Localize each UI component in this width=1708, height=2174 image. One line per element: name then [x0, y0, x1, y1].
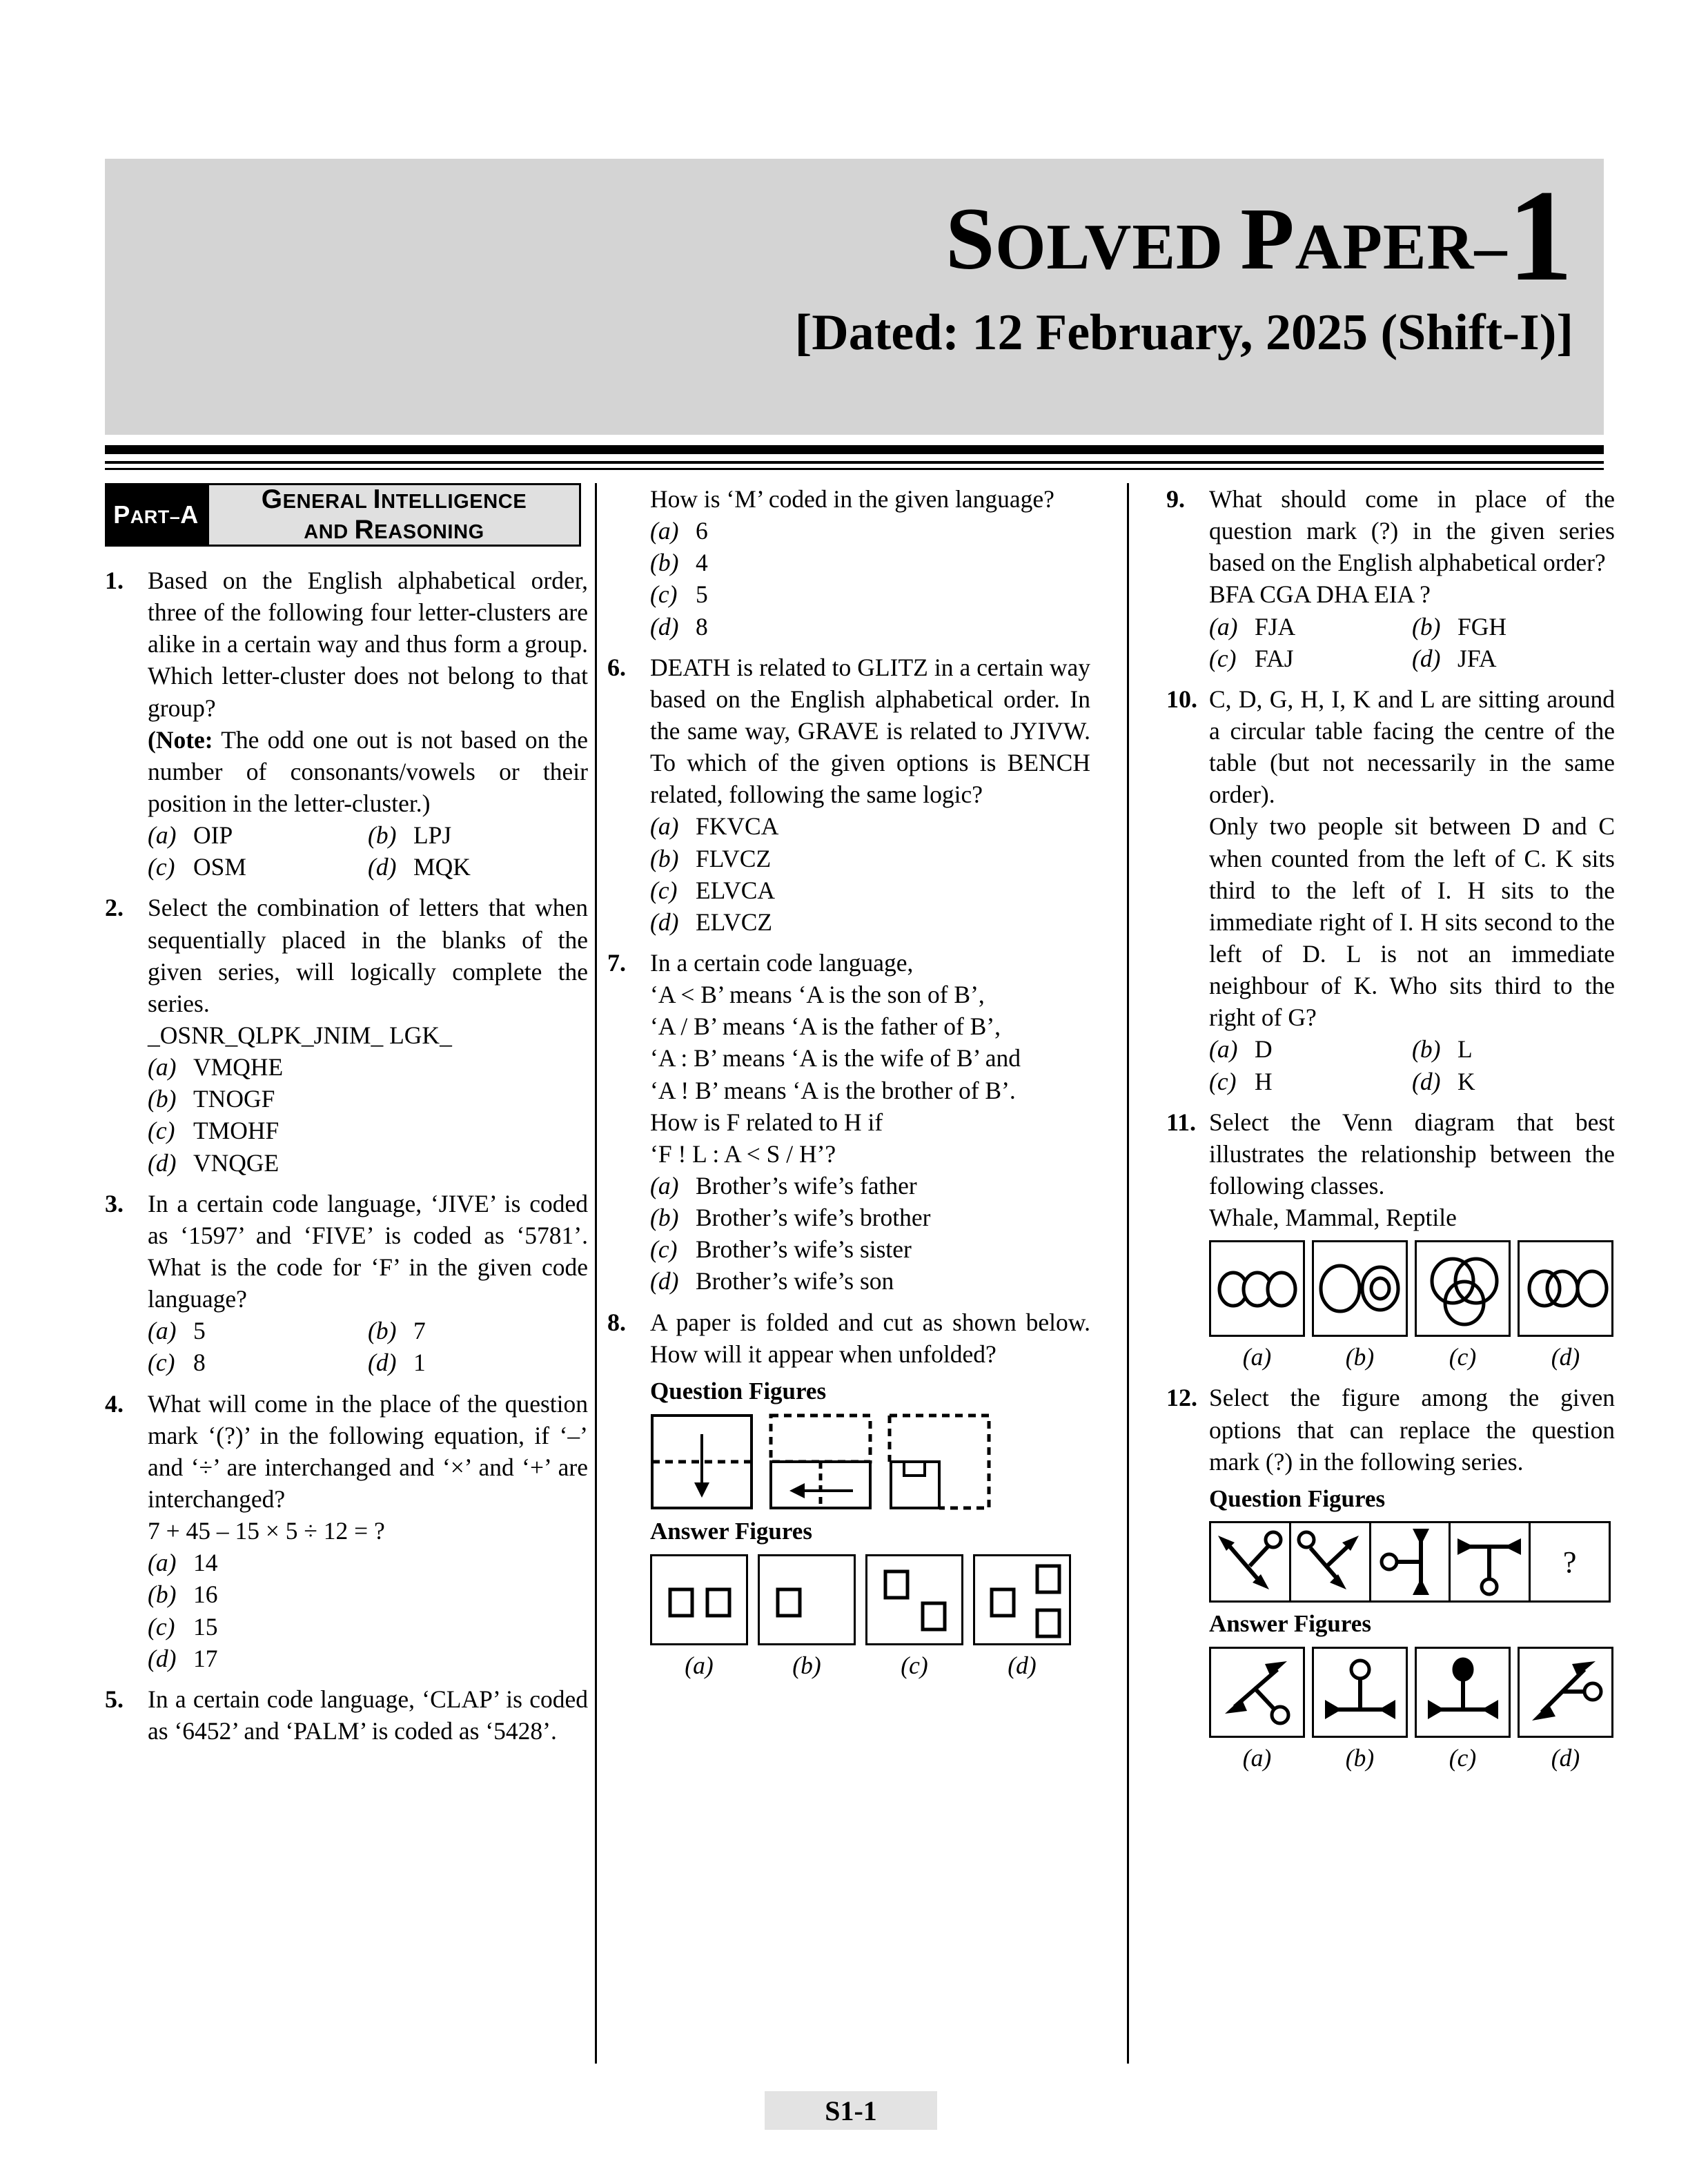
question-text: A paper is folded and cut as shown below. How will it appear when unfolded? — [650, 1308, 1090, 1368]
question-number: 2. — [105, 894, 124, 922]
options — [148, 851, 588, 883]
q8-answer-figures — [650, 1554, 1090, 1645]
question-number: 11. — [1166, 1108, 1197, 1136]
page-subtitle: [Dated: 12 February, 2025 (Shift-I)] — [794, 304, 1573, 361]
option-label-c: (c) — [901, 1651, 928, 1679]
title-solved-rest: OLVED — [995, 211, 1224, 283]
option-d[interactable]: (d) 17 — [148, 1644, 218, 1672]
option-d[interactable]: (d) K — [1412, 1067, 1475, 1095]
code-question-line: How is F related to H if — [650, 1108, 883, 1136]
question-text: Based on the English alphabetical order, three of the following four letter-clusters are alike in a certain way and thus form a group. Which letter-cluster does not belong to that group? — [148, 567, 588, 722]
header-banner — [105, 159, 1604, 435]
code-expression: ‘F ! L : A < S / H’? — [650, 1139, 836, 1168]
question-text: C, D, G, H, I, K and L are sitting around a circular table facing the centre of the table (but not necessarily in the same order). — [1209, 685, 1615, 809]
column-1 — [105, 483, 588, 1756]
question-11 — [1166, 1106, 1615, 1373]
option-b[interactable]: (b) LPJ — [368, 821, 452, 850]
question-text-continued: How is ‘M’ coded in the given language? — [650, 485, 1054, 513]
question-equation: 7 + 45 – 15 × 5 ÷ 12 = ? — [148, 1517, 385, 1545]
page-footer: S1-1 — [765, 2091, 937, 2130]
question-5 — [105, 1683, 588, 1747]
q12-question-figures — [1209, 1521, 1611, 1603]
venn-option-a[interactable] — [1209, 1240, 1305, 1337]
title-paper-first: P — [1240, 190, 1295, 288]
question-number: 7. — [607, 948, 626, 977]
option-c[interactable]: (c) OSM — [148, 853, 246, 881]
question-9 — [1166, 483, 1615, 674]
column-2 — [607, 483, 1090, 1690]
option-a[interactable]: (a) 5 — [148, 1317, 206, 1345]
question-number: 5. — [105, 1685, 124, 1713]
option-label-b: (b) — [1345, 1743, 1375, 1772]
option-c[interactable]: (c) ELVCA — [650, 876, 776, 904]
code-rule-line: ‘A < B’ means ‘A is the son of B’, — [650, 981, 985, 1009]
options — [148, 819, 588, 851]
option-c[interactable]: (c) 5 — [650, 580, 708, 609]
question-1 — [105, 565, 588, 883]
option-a[interactable]: (a) OIP — [148, 821, 233, 850]
option-d[interactable]: (d) 8 — [650, 612, 708, 640]
question-figures-label: Question Figures — [650, 1377, 827, 1404]
question-text: In a certain code language, — [650, 948, 914, 977]
column-divider-2 — [1127, 483, 1129, 2064]
option-a[interactable]: (a) FKVCA — [650, 812, 779, 841]
option-a[interactable]: (a) D — [1209, 1035, 1273, 1064]
option-label-d: (d) — [1551, 1343, 1580, 1371]
venn-option-b[interactable] — [1312, 1240, 1408, 1337]
option-label-b: (b) — [1345, 1343, 1375, 1371]
question-text: Select the combination of letters that when sequentially placed in the blanks of the given series, will logically complete the series. — [148, 894, 588, 1017]
venn-option-d[interactable] — [1518, 1240, 1613, 1337]
header-rule-thin-1 — [105, 461, 1604, 464]
question-number: 4. — [105, 1389, 124, 1418]
column-divider-1 — [595, 483, 597, 2064]
option-label-b: (b) — [792, 1651, 821, 1679]
q12-answer-figures — [1209, 1647, 1615, 1738]
option-label-d: (d) — [1551, 1743, 1580, 1772]
q12-series-question-mark: ? — [1562, 1545, 1577, 1579]
q12-answer-option-b[interactable] — [1312, 1647, 1408, 1738]
fold-step-1 — [650, 1413, 754, 1510]
answer-figures-label: Answer Figures — [650, 1518, 812, 1545]
question-number: 10. — [1166, 685, 1197, 713]
question-note: (Note: The odd one out is not based on the number of consonants/vowels or their position in the letter-cluster.) — [148, 725, 588, 817]
header-rule-thin-2 — [105, 468, 1604, 470]
question-7 — [607, 947, 1090, 1297]
header-rule-thick — [105, 445, 1604, 454]
options — [650, 1170, 1090, 1297]
option-b[interactable]: (b) L — [1412, 1035, 1473, 1064]
option-d[interactable]: (d) ELVCZ — [650, 908, 773, 936]
option-label-d: (d) — [1008, 1651, 1037, 1679]
option-label-a: (a) — [1242, 1343, 1272, 1371]
q8-answer-labels — [650, 1649, 1090, 1681]
question-text-part2: Only two people sit between D and C when counted from the left of C. K sits third to the left of I. H sits to the immediate right of I. H sits second to the left of D. L is not an immediate neighbour of K. Who sits third to the right of G? — [1209, 812, 1615, 1032]
options — [1209, 1066, 1615, 1097]
title-number: 1 — [1507, 164, 1573, 309]
option-c[interactable]: (c) 8 — [148, 1349, 206, 1377]
part-a-header — [105, 483, 581, 547]
question-5-continued — [607, 483, 1090, 643]
options — [148, 1346, 588, 1378]
option-c[interactable]: (c) FAJ — [1209, 644, 1294, 672]
option-label-c: (c) — [1449, 1343, 1477, 1371]
option-d[interactable]: (d) JFA — [1412, 644, 1497, 672]
option-b[interactable]: (b) 4 — [650, 549, 708, 577]
options — [650, 515, 1090, 643]
code-rule-line: ‘A : B’ means ‘A is the wife of B’ and — [650, 1044, 1021, 1073]
options — [1209, 611, 1615, 643]
option-d[interactable]: (d) MQK — [368, 853, 471, 881]
q8-question-figures — [650, 1413, 1090, 1510]
question-number: 1. — [105, 567, 124, 594]
question-series: _OSNR_QLPK_JNIM_ LGK_ — [148, 1021, 452, 1049]
question-number: 8. — [607, 1308, 626, 1336]
option-b[interactable]: (b) FLVCZ — [650, 844, 772, 872]
venn-option-c[interactable] — [1415, 1240, 1511, 1337]
question-6 — [607, 652, 1090, 938]
option-d[interactable]: (d) VNQGE — [148, 1148, 279, 1177]
option-b[interactable]: (b) TNOGF — [148, 1085, 275, 1113]
q12-series-figure-2 — [1291, 1523, 1371, 1600]
q8-answer-option-b[interactable] — [758, 1554, 856, 1645]
question-number: 6. — [607, 653, 626, 681]
option-a[interactable]: (a) 6 — [650, 517, 708, 545]
q12-answer-option-c[interactable] — [1415, 1647, 1511, 1738]
option-c[interactable]: (c) 15 — [148, 1612, 218, 1641]
option-a[interactable]: (a) Brother’s wife’s father — [650, 1171, 917, 1199]
question-text: DEATH is related to GLITZ in a certain way based on the English alphabetical order. In the same way, GRAVE is related to JYIVW. To which of the given options is BENCH related, following the same logic? — [650, 653, 1090, 809]
options — [148, 1315, 588, 1346]
q12-answer-option-d[interactable] — [1518, 1647, 1613, 1738]
question-12 — [1166, 1382, 1615, 1774]
q11-venn-options — [1209, 1240, 1615, 1337]
fold-step-3 — [887, 1413, 991, 1510]
option-a[interactable]: (a) 14 — [148, 1549, 218, 1577]
part-badge: PART–A — [105, 483, 207, 547]
question-2 — [105, 892, 588, 1178]
option-label-a: (a) — [1242, 1743, 1272, 1772]
option-a[interactable]: (a) FJA — [1209, 612, 1296, 640]
option-c[interactable]: (c) TMOHF — [148, 1117, 279, 1145]
code-rule-line: ‘A / B’ means ‘A is the father of B’, — [650, 1012, 1001, 1041]
question-classes: Whale, Mammal, Reptile — [1209, 1204, 1457, 1232]
part-title: GENERAL INTELLIGENCE AND REASONING — [207, 483, 581, 547]
option-d[interactable]: (d) Brother’s wife’s son — [650, 1267, 894, 1295]
column-3 — [1166, 483, 1615, 1783]
options — [1209, 643, 1615, 674]
q8-answer-option-c[interactable] — [865, 1554, 963, 1645]
option-d[interactable]: (d) 1 — [368, 1349, 426, 1377]
fold-step-2 — [769, 1413, 872, 1510]
options — [1209, 1033, 1615, 1065]
options — [148, 1547, 588, 1674]
option-c[interactable]: (c) Brother’s wife’s sister — [650, 1235, 912, 1264]
option-a[interactable]: (a) VMQHE — [148, 1053, 284, 1081]
question-4 — [105, 1388, 588, 1674]
question-text: What will come in the place of the question mark ‘(?)’ in the following equation, if ‘–’ and ‘÷’ are interchanged and ‘×’ and ‘+’ are interchanged? — [148, 1389, 588, 1513]
question-number: 3. — [105, 1189, 124, 1217]
question-number: 9. — [1166, 485, 1185, 513]
question-3 — [105, 1188, 588, 1379]
q12-series-figure-3 — [1371, 1523, 1451, 1600]
page-title — [945, 164, 1573, 309]
q12-series-figure-1 — [1211, 1523, 1291, 1600]
option-c[interactable]: (c) H — [1209, 1067, 1273, 1095]
option-b[interactable]: (b) 7 — [368, 1317, 426, 1345]
options — [148, 1051, 588, 1179]
q8-answer-option-a[interactable] — [650, 1554, 748, 1645]
question-8 — [607, 1306, 1090, 1681]
question-figures-label: Question Figures — [1209, 1485, 1386, 1512]
q12-answer-option-a[interactable] — [1209, 1647, 1305, 1738]
title-solved-first: S — [945, 190, 996, 288]
question-series: BFA CGA DHA EIA ? — [1209, 580, 1431, 609]
question-text: Select the Venn diagram that best illustrates the relationship between the following classes. — [1209, 1108, 1615, 1199]
q12-answer-labels — [1209, 1742, 1615, 1774]
answer-figures-label: Answer Figures — [1209, 1610, 1371, 1638]
code-rule-line: ‘A ! B’ means ‘A is the brother of B’. — [650, 1076, 1016, 1104]
question-number: 12. — [1166, 1384, 1197, 1412]
question-10 — [1166, 683, 1615, 1097]
q8-answer-option-d[interactable] — [973, 1554, 1071, 1645]
option-label-c: (c) — [1449, 1743, 1477, 1772]
question-text: In a certain code language, ‘JIVE’ is coded as ‘1597’ and ‘FIVE’ is coded as ‘5781’. What is the code for ‘F’ in the given code language? — [148, 1189, 588, 1313]
options — [650, 810, 1090, 938]
title-dash: – — [1474, 211, 1508, 283]
question-text: What should come in place of the question mark (?) in the given series based on the English alphabetical order? — [1209, 485, 1615, 577]
option-label-a: (a) — [685, 1651, 714, 1679]
option-b[interactable]: (b) Brother’s wife’s brother — [650, 1204, 931, 1232]
option-b[interactable]: (b) 16 — [148, 1580, 218, 1609]
q11-option-labels — [1209, 1341, 1615, 1373]
question-text: In a certain code language, ‘CLAP’ is coded as ‘6452’ and ‘PALM’ is coded as ‘5428’. — [148, 1685, 588, 1745]
question-text: Select the figure among the given options that can replace the question mark (?) in the following series. — [1209, 1384, 1615, 1476]
q12-series-figure-4 — [1451, 1523, 1531, 1600]
title-paper-rest: APER — [1295, 211, 1475, 283]
option-b[interactable]: (b) FGH — [1412, 612, 1507, 640]
